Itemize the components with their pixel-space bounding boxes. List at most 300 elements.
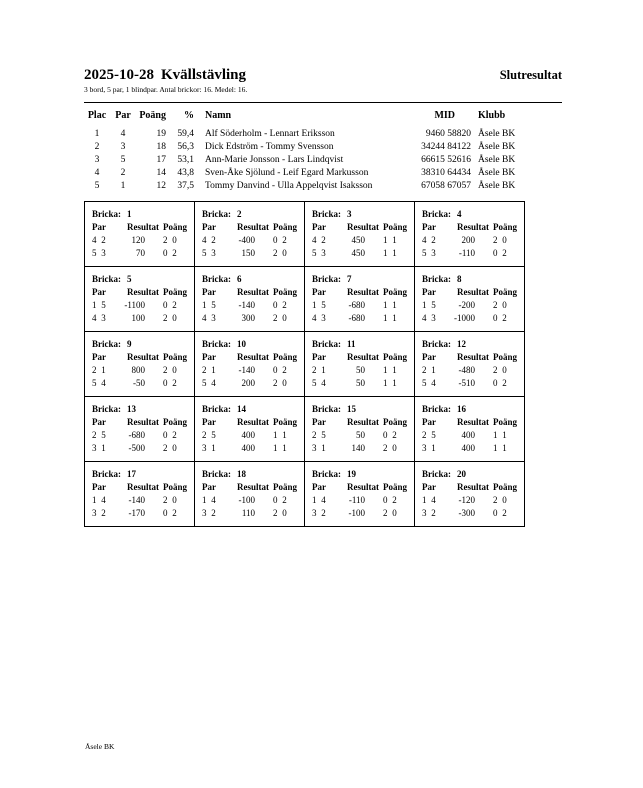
board-title-line — [312, 338, 414, 351]
board-header-poang: Poäng — [383, 417, 408, 427]
board-title-label: Bricka: — [422, 469, 451, 479]
board-header-resultat: Resultat — [457, 482, 489, 492]
board-result-row — [312, 507, 414, 520]
board-number: 6 — [237, 274, 242, 284]
standings-header-poang: Poäng — [139, 110, 166, 121]
board-result-value: 400 — [461, 443, 475, 453]
standings-cell-pct: 37,5 — [177, 181, 194, 191]
board-header-row — [92, 286, 194, 299]
board-result-row — [202, 442, 304, 455]
board-result-row — [422, 494, 524, 507]
board-result-value: 400 — [241, 443, 255, 453]
board-box — [305, 397, 415, 462]
board-title-label: Bricka: — [92, 209, 121, 219]
board-number: 18 — [237, 469, 246, 479]
board-title-label: Bricka: — [312, 404, 341, 414]
board-header-row — [422, 351, 524, 364]
board-result-row — [92, 299, 194, 312]
board-result-row — [422, 442, 524, 455]
board-header-poang: Poäng — [273, 352, 298, 362]
board-result-row — [92, 247, 194, 260]
boards-grid — [84, 201, 525, 527]
standings-table — [84, 109, 562, 193]
board-pair-numbers: 5 3 — [422, 248, 436, 258]
standings-cell-namn: Dick Edström - Tommy Svensson — [205, 142, 334, 152]
board-result-value: -510 — [458, 378, 475, 388]
standings-header-plac: Plac — [87, 110, 107, 121]
board-result-row — [92, 364, 194, 377]
board-header-par: Par — [422, 222, 436, 232]
board-result-value: 450 — [351, 248, 365, 258]
board-number: 4 — [457, 209, 462, 219]
board-title-line — [92, 338, 194, 351]
board-result-value: -100 — [348, 508, 365, 518]
board-header-poang: Poäng — [383, 287, 408, 297]
event-name: Kvällstävling — [161, 67, 247, 83]
board-box — [305, 202, 415, 267]
board-number: 8 — [457, 274, 462, 284]
standings-body — [84, 128, 562, 193]
board-header-resultat: Resultat — [237, 352, 269, 362]
board-result-value: -400 — [238, 235, 255, 245]
board-pair-numbers: 4 3 — [92, 313, 106, 323]
board-header-poang: Poäng — [163, 352, 188, 362]
board-result-value: 400 — [461, 430, 475, 440]
board-result-value: -110 — [458, 248, 475, 258]
board-points-value: 0 2 — [493, 378, 507, 388]
board-box — [85, 202, 195, 267]
board-header-poang: Poäng — [493, 482, 518, 492]
standings-cell-pct: 59,4 — [177, 129, 194, 139]
board-pair-numbers: 2 1 — [202, 365, 216, 375]
board-points-value: 0 2 — [273, 495, 287, 505]
board-title-label: Bricka: — [202, 209, 231, 219]
board-box — [195, 397, 305, 462]
report-header-area — [84, 66, 562, 193]
board-points-value: 2 0 — [273, 313, 287, 323]
board-points-value: 1 1 — [383, 235, 397, 245]
board-header-row — [422, 221, 524, 234]
board-pair-numbers: 1 4 — [92, 495, 106, 505]
board-result-value: 50 — [356, 430, 365, 440]
standings-cell-par: 4 — [120, 129, 126, 139]
board-header-poang: Poäng — [383, 482, 408, 492]
board-result-row — [312, 377, 414, 390]
board-header-poang: Poäng — [273, 482, 298, 492]
event-date: 2025-10-28 — [84, 67, 154, 83]
board-box — [195, 202, 305, 267]
standings-row — [84, 180, 562, 193]
board-header-par: Par — [312, 482, 326, 492]
board-title-line — [422, 338, 524, 351]
board-result-row — [312, 312, 414, 325]
standings-cell-mid: 38310 64434 — [421, 168, 471, 178]
board-pair-numbers: 3 2 — [202, 508, 216, 518]
board-box — [415, 267, 525, 332]
board-title-line — [422, 273, 524, 286]
board-result-row — [202, 247, 304, 260]
board-header-row — [92, 481, 194, 494]
board-pair-numbers: 3 1 — [92, 443, 106, 453]
standings-cell-pct: 56,3 — [177, 142, 194, 152]
board-points-value: 0 2 — [383, 495, 397, 505]
board-points-value: 1 1 — [383, 378, 397, 388]
board-header-row — [422, 481, 524, 494]
standings-cell-namn: Ann-Marie Jonsson - Lars Lindqvist — [205, 155, 344, 165]
standings-cell-par: 1 — [120, 181, 126, 191]
board-result-row — [422, 377, 524, 390]
board-points-value: 1 1 — [493, 443, 507, 453]
board-number: 13 — [127, 404, 136, 414]
standings-cell-plac: 5 — [94, 181, 100, 191]
board-header-poang: Poäng — [383, 222, 408, 232]
board-title-label: Bricka: — [422, 209, 451, 219]
board-title-line — [312, 468, 414, 481]
standings-cell-klubb: Åsele BK — [478, 155, 516, 165]
board-title-label: Bricka: — [312, 339, 341, 349]
board-header-row — [202, 481, 304, 494]
board-result-row — [422, 234, 524, 247]
board-result-value: 50 — [356, 365, 365, 375]
board-number: 9 — [127, 339, 132, 349]
board-result-row — [312, 429, 414, 442]
board-result-row — [92, 234, 194, 247]
board-result-row — [92, 377, 194, 390]
board-header-par: Par — [92, 352, 106, 362]
board-result-value: -680 — [128, 430, 145, 440]
result-type-label: Slutresultat — [499, 68, 562, 82]
board-points-value: 0 2 — [273, 300, 287, 310]
board-points-value: 0 2 — [163, 508, 177, 518]
board-result-value: 200 — [461, 235, 475, 245]
board-result-value: -110 — [348, 495, 365, 505]
board-box — [305, 332, 415, 397]
board-header-par: Par — [312, 352, 326, 362]
board-header-resultat: Resultat — [237, 482, 269, 492]
board-header-par: Par — [92, 287, 106, 297]
board-pair-numbers: 2 5 — [422, 430, 436, 440]
board-result-value: 400 — [241, 430, 255, 440]
board-header-row — [312, 351, 414, 364]
board-result-row — [202, 494, 304, 507]
board-header-par: Par — [92, 482, 106, 492]
board-pair-numbers: 2 1 — [92, 365, 106, 375]
board-pair-numbers: 1 5 — [92, 300, 106, 310]
event-summary: 3 bord, 5 par, 1 blindpar. Antal brickor: 16. Medel: 16. — [84, 85, 248, 94]
board-number: 5 — [127, 274, 132, 284]
board-points-value: 1 1 — [383, 300, 397, 310]
board-header-poang: Poäng — [273, 287, 298, 297]
board-header-par: Par — [202, 482, 216, 492]
board-title-label: Bricka: — [312, 209, 341, 219]
standings-cell-klubb: Åsele BK — [478, 181, 516, 191]
board-header-row — [202, 416, 304, 429]
board-result-row — [92, 494, 194, 507]
board-result-row — [422, 247, 524, 260]
board-result-value: 70 — [136, 248, 145, 258]
board-header-resultat: Resultat — [457, 222, 489, 232]
board-pair-numbers: 3 2 — [312, 508, 326, 518]
board-result-row — [312, 364, 414, 377]
board-result-row — [202, 429, 304, 442]
board-number: 14 — [237, 404, 246, 414]
board-title-label: Bricka: — [92, 339, 121, 349]
board-points-value: 2 0 — [493, 365, 507, 375]
board-result-row — [92, 312, 194, 325]
board-title-line — [422, 468, 524, 481]
board-box — [415, 397, 525, 462]
board-header-row — [312, 286, 414, 299]
board-points-value: 1 1 — [273, 430, 287, 440]
board-header-resultat: Resultat — [457, 417, 489, 427]
board-title-label: Bricka: — [202, 274, 231, 284]
board-header-resultat: Resultat — [347, 222, 379, 232]
board-header-resultat: Resultat — [347, 417, 379, 427]
standings-cell-klubb: Åsele BK — [478, 129, 516, 139]
board-header-row — [312, 416, 414, 429]
board-result-row — [422, 507, 524, 520]
standings-row — [84, 128, 562, 141]
standings-row — [84, 167, 562, 180]
board-result-row — [422, 429, 524, 442]
board-pair-numbers: 5 4 — [202, 378, 216, 388]
board-header-poang: Poäng — [163, 482, 188, 492]
board-number: 11 — [347, 339, 356, 349]
board-title-line — [202, 403, 304, 416]
board-header-row — [202, 286, 304, 299]
board-number: 3 — [347, 209, 352, 219]
board-result-row — [202, 312, 304, 325]
board-header-par: Par — [422, 352, 436, 362]
board-box — [85, 332, 195, 397]
board-header-poang: Poäng — [493, 352, 518, 362]
board-title-line — [202, 468, 304, 481]
board-result-value: 150 — [241, 248, 255, 258]
board-points-value: 2 0 — [273, 378, 287, 388]
board-points-value: 0 2 — [273, 365, 287, 375]
standings-cell-plac: 4 — [94, 168, 100, 178]
board-title-label: Bricka: — [92, 274, 121, 284]
board-result-value: -140 — [238, 300, 255, 310]
board-result-row — [92, 507, 194, 520]
board-title-line — [422, 208, 524, 221]
standings-cell-namn: Sven-Åke Sjölund - Leif Egard Markusson — [205, 168, 369, 178]
board-points-value: 0 2 — [493, 508, 507, 518]
standings-header-row — [84, 109, 562, 128]
board-header-par: Par — [422, 482, 436, 492]
board-pair-numbers: 1 5 — [202, 300, 216, 310]
board-box — [85, 267, 195, 332]
board-header-resultat: Resultat — [237, 287, 269, 297]
board-header-par: Par — [202, 352, 216, 362]
board-result-row — [312, 234, 414, 247]
board-header-poang: Poäng — [493, 222, 518, 232]
board-points-value: 1 1 — [493, 430, 507, 440]
board-number: 17 — [127, 469, 136, 479]
header-rule — [84, 102, 562, 103]
board-result-row — [312, 494, 414, 507]
board-header-row — [422, 416, 524, 429]
standings-cell-klubb: Åsele BK — [478, 142, 516, 152]
board-points-value: 2 0 — [493, 300, 507, 310]
board-result-value: -50 — [133, 378, 145, 388]
board-header-resultat: Resultat — [127, 417, 159, 427]
board-header-par: Par — [422, 287, 436, 297]
board-points-value: 1 1 — [273, 443, 287, 453]
board-title-label: Bricka: — [92, 404, 121, 414]
board-result-value: -680 — [348, 313, 365, 323]
board-result-value: -140 — [238, 365, 255, 375]
board-pair-numbers: 2 5 — [312, 430, 326, 440]
board-result-row — [92, 429, 194, 442]
board-points-value: 0 2 — [273, 235, 287, 245]
board-header-resultat: Resultat — [347, 482, 379, 492]
board-pair-numbers: 5 4 — [92, 378, 106, 388]
footer-club: Åsele BK — [85, 742, 115, 751]
board-pair-numbers: 4 3 — [312, 313, 326, 323]
board-result-value: 50 — [356, 378, 365, 388]
board-pair-numbers: 3 1 — [422, 443, 436, 453]
board-title-line — [202, 208, 304, 221]
standings-header-mid: MID — [434, 110, 455, 121]
board-pair-numbers: 5 4 — [422, 378, 436, 388]
board-result-value: -1100 — [124, 300, 145, 310]
board-points-value: 0 2 — [163, 378, 177, 388]
board-result-value: -680 — [348, 300, 365, 310]
board-points-value: 2 0 — [163, 443, 177, 453]
board-title-label: Bricka: — [312, 274, 341, 284]
board-points-value: 2 0 — [163, 235, 177, 245]
board-header-par: Par — [312, 222, 326, 232]
board-result-value: 200 — [241, 378, 255, 388]
board-points-value: 0 2 — [163, 430, 177, 440]
board-header-par: Par — [312, 287, 326, 297]
board-result-value: -300 — [458, 508, 475, 518]
board-header-resultat: Resultat — [237, 222, 269, 232]
board-pair-numbers: 3 2 — [92, 508, 106, 518]
board-points-value: 2 0 — [273, 508, 287, 518]
standings-header-namn: Namn — [205, 110, 232, 121]
board-pair-numbers: 4 2 — [202, 235, 216, 245]
board-header-par: Par — [92, 222, 106, 232]
board-header-row — [422, 286, 524, 299]
board-result-value: -1000 — [454, 313, 475, 323]
board-points-value: 2 0 — [163, 313, 177, 323]
board-box — [85, 462, 195, 527]
standings-row — [84, 154, 562, 167]
standings-cell-poang: 17 — [156, 155, 166, 165]
board-number: 1 — [127, 209, 132, 219]
board-result-value: -200 — [458, 300, 475, 310]
board-title-label: Bricka: — [202, 469, 231, 479]
board-number: 16 — [457, 404, 466, 414]
board-pair-numbers: 1 4 — [422, 495, 436, 505]
standings-cell-poang: 14 — [156, 168, 166, 178]
board-pair-numbers: 2 1 — [422, 365, 436, 375]
board-header-resultat: Resultat — [127, 352, 159, 362]
board-title-label: Bricka: — [312, 469, 341, 479]
board-points-value: 0 2 — [163, 248, 177, 258]
board-header-row — [312, 481, 414, 494]
board-result-value: -140 — [128, 495, 145, 505]
board-box — [195, 267, 305, 332]
standings-cell-plac: 1 — [94, 129, 100, 139]
board-number: 2 — [237, 209, 242, 219]
board-number: 7 — [347, 274, 352, 284]
board-result-row — [312, 442, 414, 455]
board-title-label: Bricka: — [422, 339, 451, 349]
board-result-row — [422, 299, 524, 312]
board-result-value: -500 — [128, 443, 145, 453]
board-title-line — [202, 338, 304, 351]
board-box — [415, 462, 525, 527]
board-result-value: 120 — [131, 235, 145, 245]
board-header-poang: Poäng — [493, 417, 518, 427]
board-header-row — [92, 221, 194, 234]
board-pair-numbers: 4 3 — [202, 313, 216, 323]
board-header-resultat: Resultat — [127, 287, 159, 297]
standings-cell-mid: 66615 52616 — [421, 155, 471, 165]
board-pair-numbers: 1 5 — [312, 300, 326, 310]
board-pair-numbers: 2 5 — [92, 430, 106, 440]
board-points-value: 2 0 — [493, 495, 507, 505]
standings-cell-poang: 19 — [156, 129, 166, 139]
board-result-value: 450 — [351, 235, 365, 245]
board-header-par: Par — [312, 417, 326, 427]
standings-cell-par: 5 — [120, 155, 126, 165]
board-result-value: 100 — [131, 313, 145, 323]
board-points-value: 1 1 — [383, 313, 397, 323]
board-pair-numbers: 5 3 — [312, 248, 326, 258]
board-header-row — [92, 416, 194, 429]
board-pair-numbers: 2 5 — [202, 430, 216, 440]
board-title-line — [92, 273, 194, 286]
standings-cell-plac: 2 — [94, 142, 100, 152]
board-points-value: 2 0 — [493, 235, 507, 245]
standings-cell-mid: 9460 58820 — [425, 129, 471, 139]
board-box — [195, 332, 305, 397]
board-result-value: 800 — [131, 365, 145, 375]
board-box — [415, 202, 525, 267]
standings-header-klubb: Klubb — [478, 110, 506, 121]
board-title-label: Bricka: — [92, 469, 121, 479]
board-header-poang: Poäng — [163, 222, 188, 232]
board-points-value: 2 0 — [383, 443, 397, 453]
board-header-par: Par — [202, 287, 216, 297]
standings-cell-plac: 3 — [94, 155, 100, 165]
board-pair-numbers: 5 3 — [202, 248, 216, 258]
board-title-line — [312, 208, 414, 221]
board-points-value: 2 0 — [273, 248, 287, 258]
board-title-line — [92, 403, 194, 416]
standings-row — [84, 141, 562, 154]
board-header-poang: Poäng — [273, 222, 298, 232]
board-points-value: 0 2 — [163, 300, 177, 310]
standings-header-pct: % — [184, 110, 194, 121]
board-title-label: Bricka: — [202, 339, 231, 349]
standings-cell-poang: 18 — [156, 142, 166, 152]
board-points-value: 2 0 — [163, 365, 177, 375]
board-box — [85, 397, 195, 462]
board-points-value: 0 2 — [383, 430, 397, 440]
board-box — [305, 462, 415, 527]
standings-cell-klubb: Åsele BK — [478, 168, 516, 178]
board-header-poang: Poäng — [493, 287, 518, 297]
board-result-row — [312, 299, 414, 312]
board-title-line — [92, 208, 194, 221]
board-title-line — [202, 273, 304, 286]
board-result-value: -170 — [128, 508, 145, 518]
